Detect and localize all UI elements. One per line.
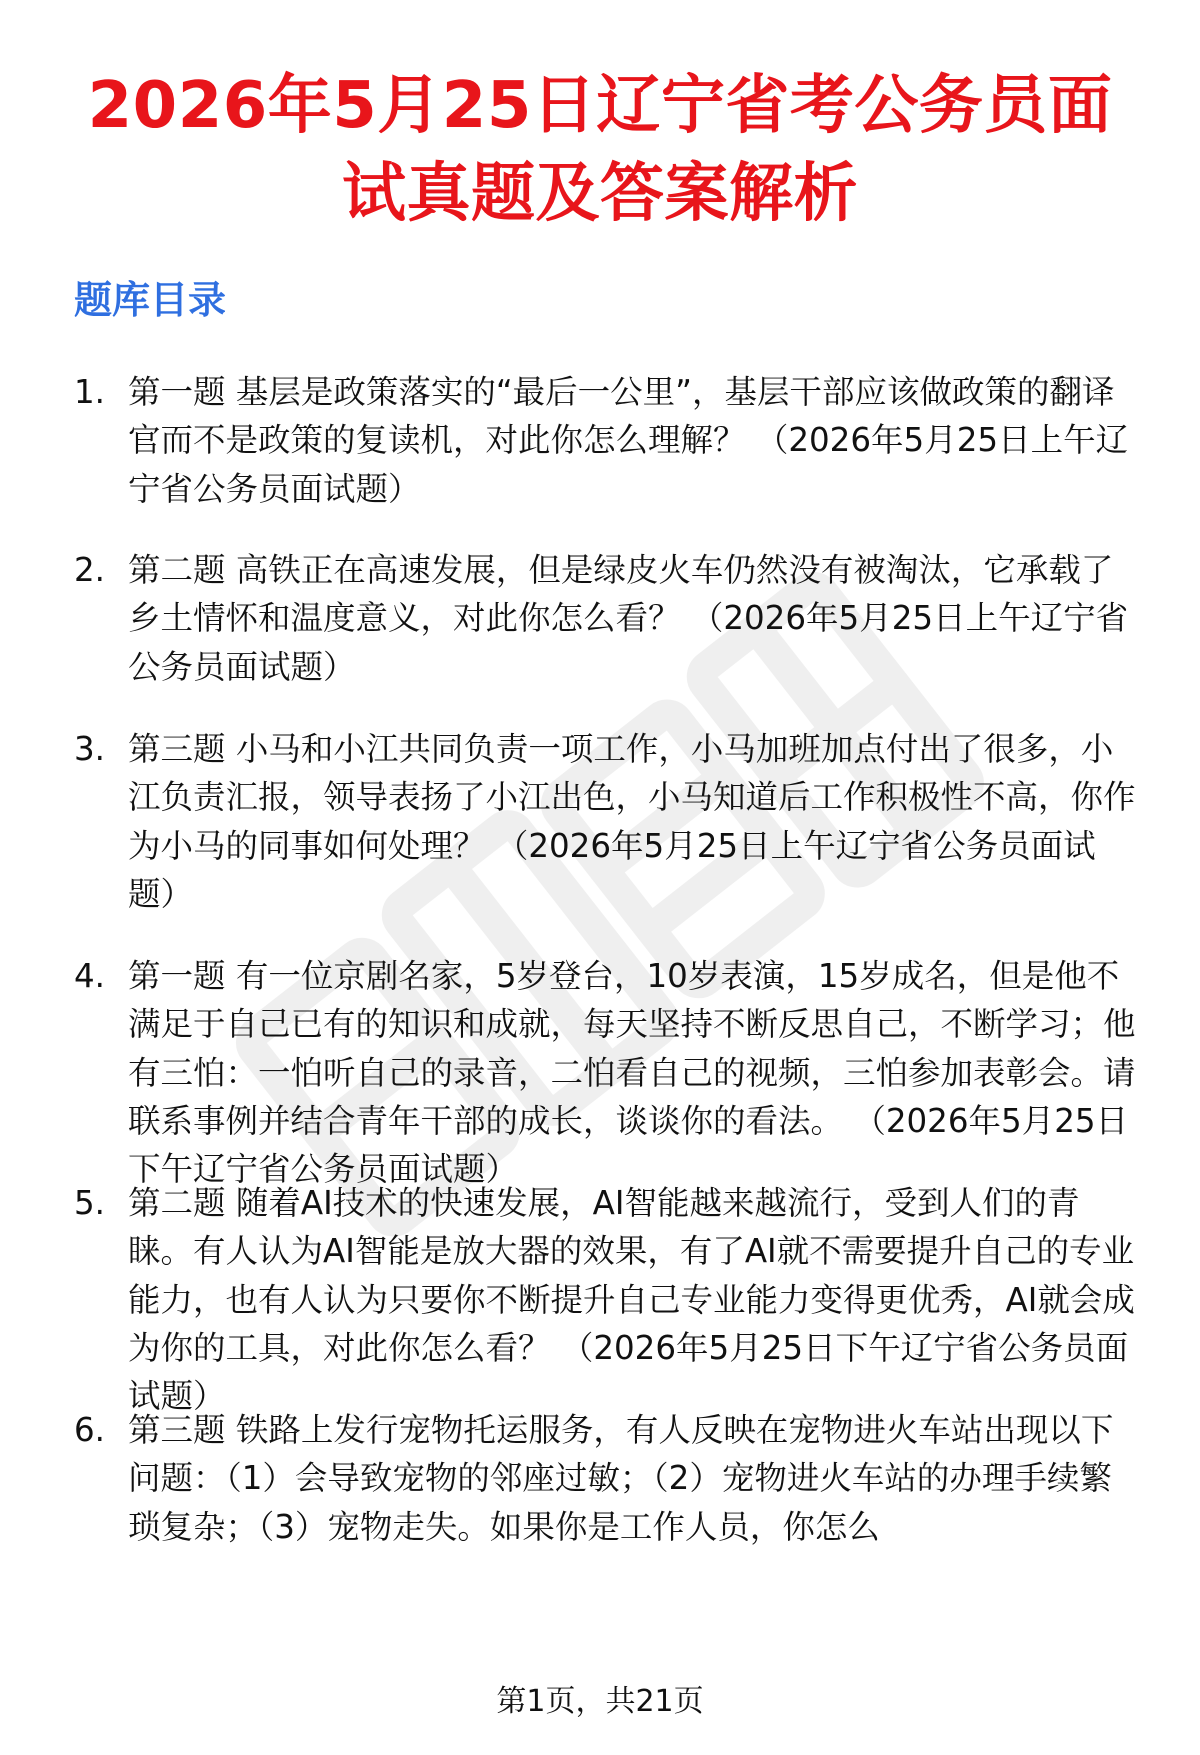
question-text: 第一题 有一位京剧名家，5岁登台，10岁表演，15岁成名，但是他不满足于自己已有的知识和成就，每天坚持不断反思自己，不断学习；他有三怕：一怕听自己的录音，二怕看自己的视频，三怕参加表彰会。请联系事例并结合青年干部的成长，谈谈你的看法。 （2026年5月25日下午辽宁省公务员面试题）	[128, 957, 1136, 1189]
question-number: 1.	[74, 373, 106, 411]
page-footer: 第1页，共21页	[0, 1682, 1200, 1722]
question-number: 6.	[74, 1411, 106, 1449]
question-number: 2.	[74, 551, 106, 589]
question-item	[74, 368, 1154, 513]
question-text: 第二题 高铁正在高速发展，但是绿皮火车仍然没有被淘汰，它承载了乡土情怀和温度意义，对此你怎么看？ （2026年5月25日上午辽宁省公务员面试题）	[128, 551, 1129, 686]
toc-heading: 题库目录	[74, 278, 227, 322]
question-text: 第三题 小马和小江共同负责一项工作，小马加班加点付出了很多，小江负责汇报，领导表扬了小江出色，小马知道后工作积极性不高，你作为小马的同事如何处理？ （2026年5月25日上午辽宁省公务员面试题）	[128, 730, 1136, 913]
question-number: 4.	[74, 957, 106, 995]
question-item	[74, 1179, 1154, 1420]
question-item	[74, 725, 1154, 918]
document-title: 2026年5月25日辽宁省考公务员面试真题及答案解析	[87, 69, 1113, 231]
question-item	[74, 546, 1154, 691]
question-number: 3.	[74, 730, 106, 768]
question-text: 第一题 基层是政策落实的“最后一公里”，基层干部应该做政策的翻译官而不是政策的复读机，对此你怎么理解？ （2026年5月25日上午辽宁省公务员面试题）	[128, 373, 1129, 508]
question-text: 第二题 随着AI技术的快速发展，AI智能越来越流行，受到人们的青睐。有人认为AI智能是放大器的效果，有了AI就不需要提升自己的专业能力，也有人认为只要你不断提升自己专业能力变得更优秀，AI就会成为你的工具，对此你怎么看？ （2026年5月25日下午辽宁省公务员面试题）	[128, 1184, 1135, 1416]
question-item	[74, 952, 1154, 1193]
question-text: 第三题 铁路上发行宠物托运服务，有人反映在宠物进火车站出现以下问题：（1）会导致宠物的邻座过敏；（2）宠物进火车站的办理手续繁琐复杂；（3）宠物走失。如果你是工作人员，你怎么	[128, 1411, 1114, 1546]
question-number: 5.	[74, 1184, 106, 1222]
question-item	[74, 1406, 1154, 1551]
